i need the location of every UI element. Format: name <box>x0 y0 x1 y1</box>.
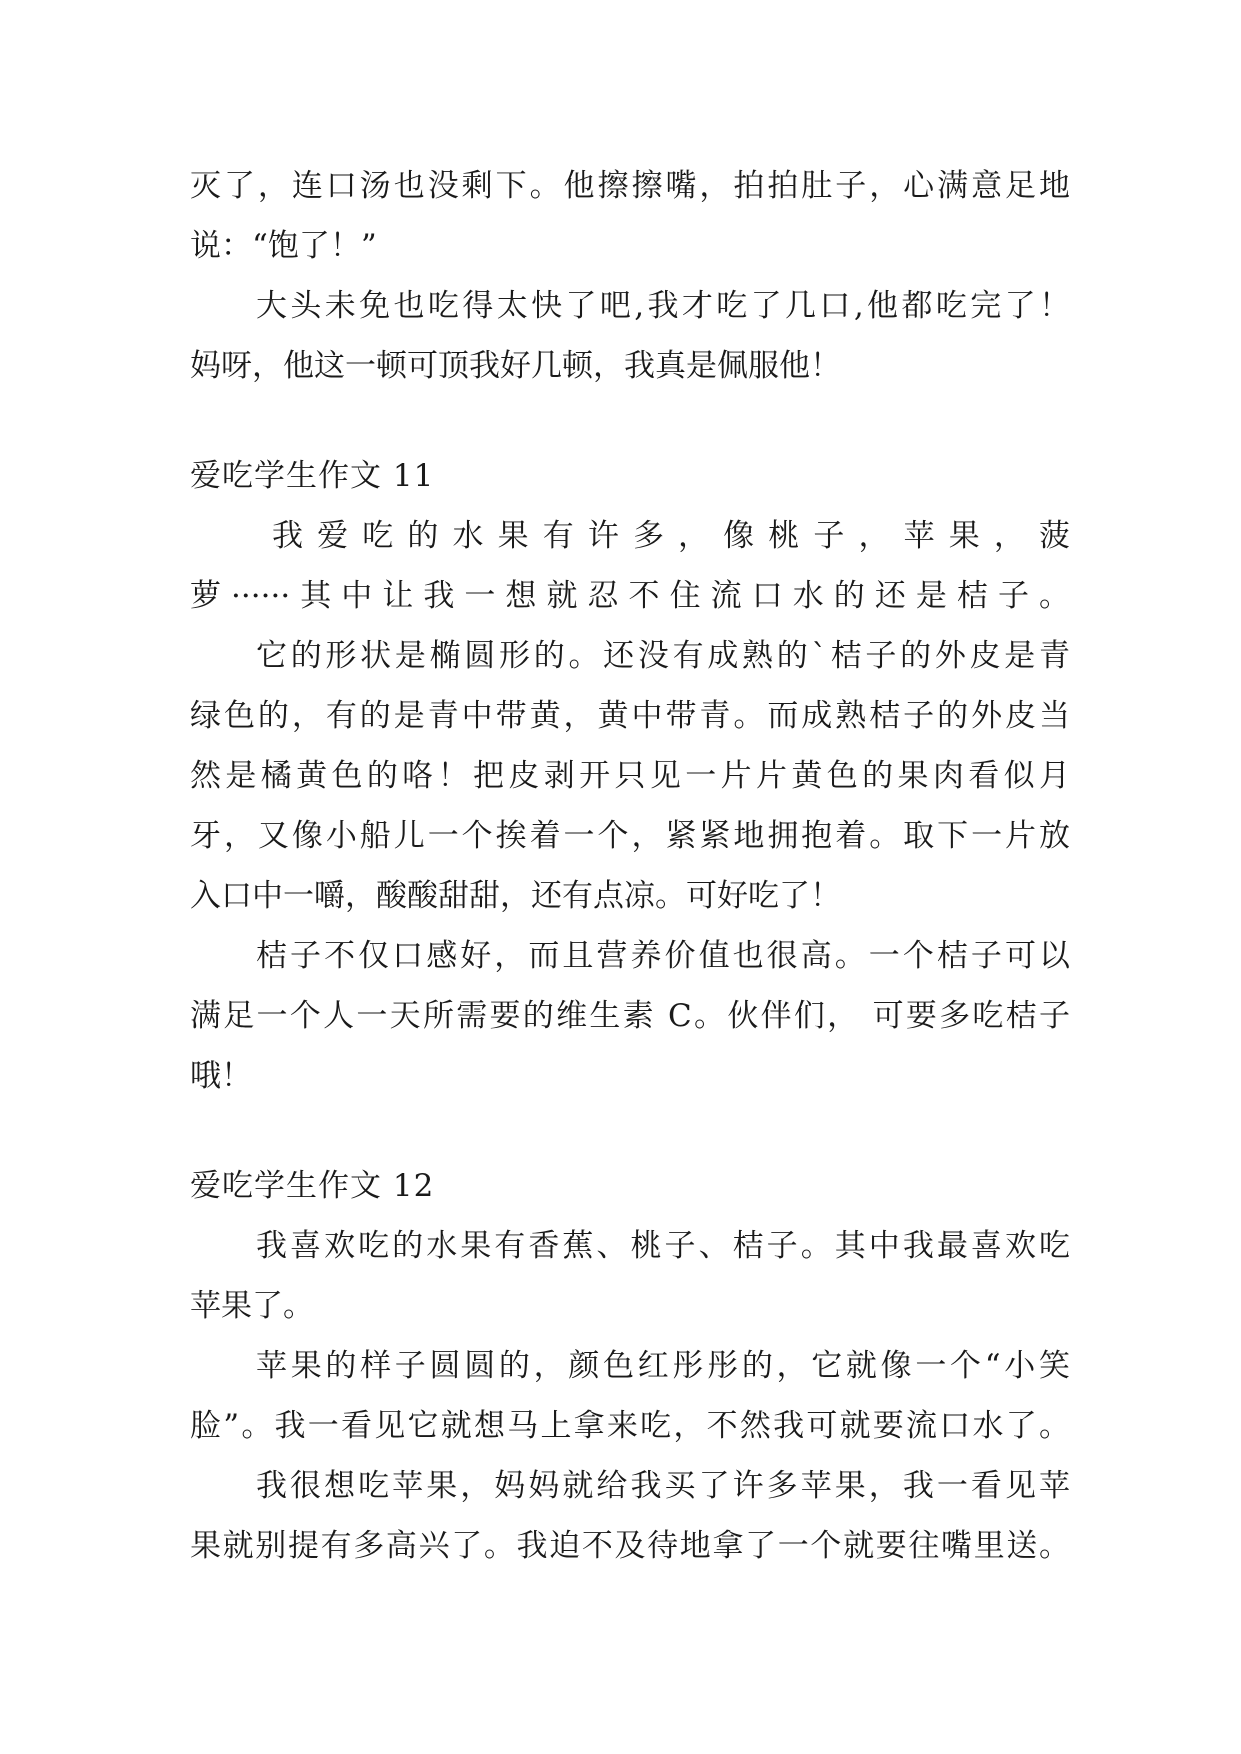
text-line: 我爱吃的水果有许多，像桃子，苹果，菠 <box>272 518 1070 554</box>
essay-title: 爱吃学生作文 12 <box>190 1168 435 1204</box>
text-line: 牙，又像小船儿一个挨着一个，紧紧地拥抱着。取下一片放 <box>190 818 1070 854</box>
text-line: 苹果了。 <box>190 1288 314 1324</box>
text-line: 妈呀，他这一顿可顶我好几顿，我真是佩服他！ <box>190 348 841 384</box>
text-line: 大头未免也吃得太快了吧,我才吃了几口,他都吃完了！ <box>256 288 1070 324</box>
text-line: 入口中一嚼，酸酸甜甜，还有点凉。可好吃了！ <box>190 878 841 914</box>
text-line: 它的形状是椭圆形的。还没有成熟的`桔子的外皮是青 <box>256 638 1070 674</box>
text-line: 脸”。我一看见它就想马上拿来吃，不然我可就要流口水了。 <box>190 1408 1070 1444</box>
text-line: 哦！ <box>190 1058 252 1094</box>
text-line: 桔子不仅口感好，而且营养价值也很高。一个桔子可以 <box>256 938 1070 974</box>
text-line: 说：“饱了！” <box>190 228 377 264</box>
text-line: 苹果的样子圆圆的，颜色红彤彤的，它就像一个“小笑 <box>256 1348 1070 1384</box>
text-line: 果就别提有多高兴了。我迫不及待地拿了一个就要往嘴里送。 <box>190 1528 1070 1564</box>
text-line: 绿色的，有的是青中带黄，黄中带青。而成熟桔子的外皮当 <box>190 698 1070 734</box>
text-line: 我喜欢吃的水果有香蕉、桃子、桔子。其中我最喜欢吃 <box>256 1228 1070 1264</box>
text-line: 然是橘黄色的咯！把皮剥开只见一片片黄色的果肉看似月 <box>190 758 1070 794</box>
text-line: 我很想吃苹果，妈妈就给我买了许多苹果，我一看见苹 <box>256 1468 1070 1504</box>
essay-title: 爱吃学生作文 11 <box>190 458 435 494</box>
text-line: 灭了，连口汤也没剩下。他擦擦嘴，拍拍肚子，心满意足地 <box>190 168 1070 204</box>
text-line: 萝······其中让我一想就忍不住流口水的还是桔子。 <box>190 578 1070 614</box>
text-line: 满足一个人一天所需要的维生素 C。伙伴们， 可要多吃桔子 <box>190 998 1070 1034</box>
